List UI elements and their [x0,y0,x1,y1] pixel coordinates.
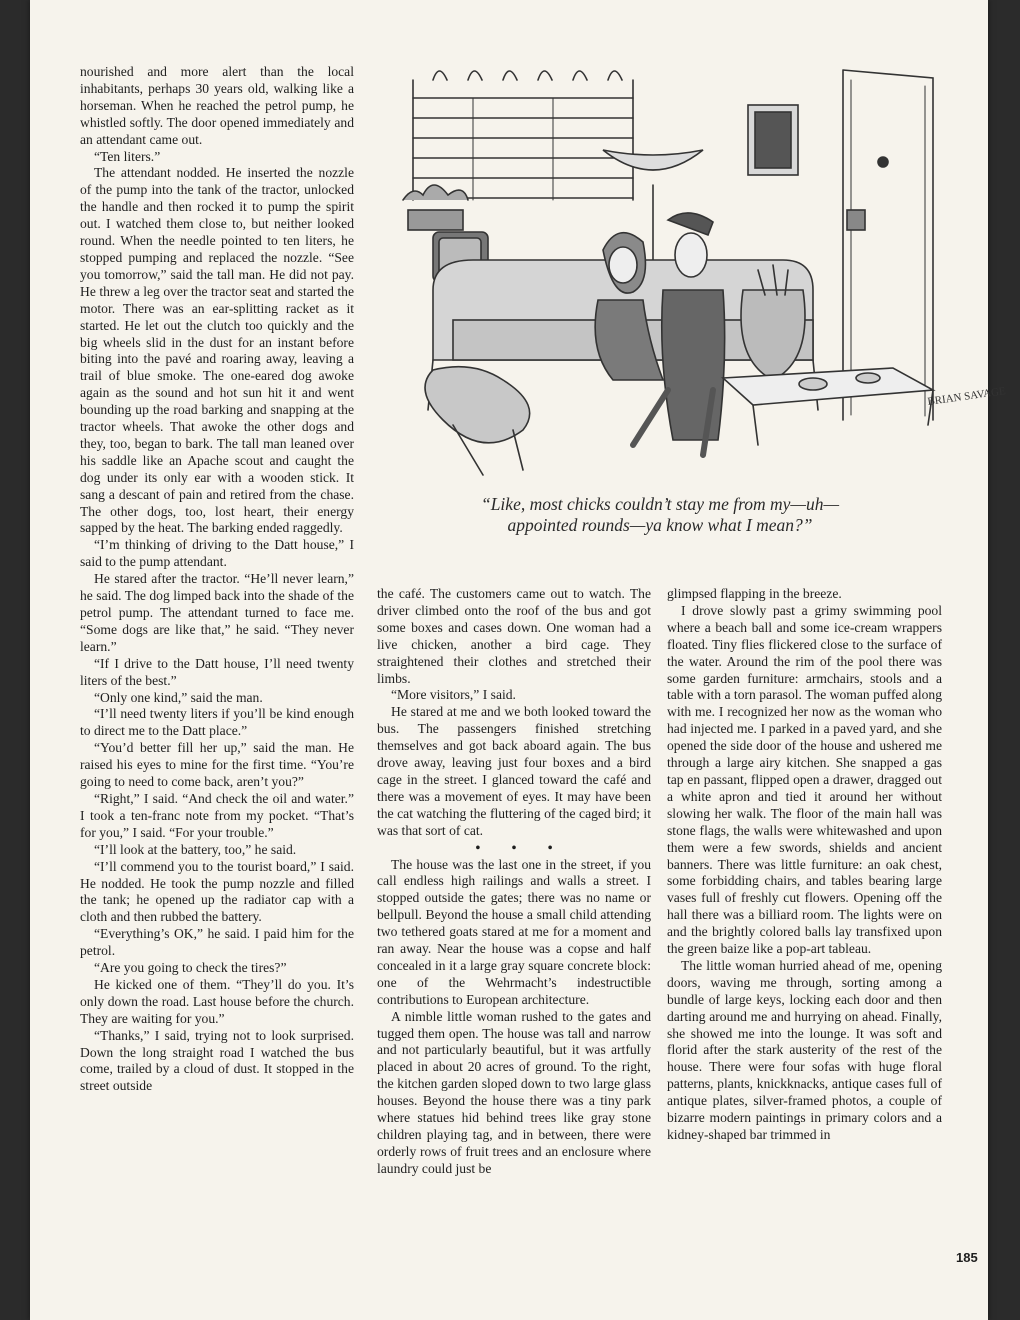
paragraph: the café. The customers came out to watch. The driver climbed onto the roof of the bus and got some boxes and cases down. One woman had a live chicken, another a bird cage. They straightened their clothes and stretched their limbs. [377,586,651,686]
section-break: • • • [475,839,567,855]
cartoon-illustration [373,60,1007,480]
paragraph: “I’ll commend you to the tourist board,” I said. He nodded. He took the pump nozzle and filled the tank; he opened up the radiator cap with a cloth and then rubbed the battery. [80,858,354,925]
paragraph: The attendant nodded. He inserted the nozzle of the pump into the tank of the tractor, unlocked the handle and then rocked it to pump the spirit out. I watched them close to, but neither looked round. When the needle pointed to ten liters, he stopped pumping and replaced the nozzle. “See you tomorrow,” said the tall man. He did not pay. He threw a leg over the tractor seat and started the motor. There was an ear-splitting racket as it started. He let out the clutch too quickly and the big wheels slid in the dust for an instant before biting into the pavé and roaring away, leaving a trail of blue smoke. The one-eared dog awoke again as the sound and hot sun hit it and went bounding up the road barking and snapping at the tractor wheels. That awoke the other dogs and they, too, began to bark. The tall man leaned over his saddle like an Apache scout and caught the dog under its only ear with a wooden stick. It sang a descant of pain and retired from the chase. The other dogs, too, lost heart, their energy sapped by the heat. The barking ended raggedly. [80,165,354,536]
paragraph: He stared at me and we both looked toward the bus. The passengers finished stretching themselves and got back aboard again. The bus drove away, leaving just four boxes and a bird cage in the street. I glanced toward the café and there was a movement of eyes. It may have been the cat watching the fluttering of the caged bird; it was that sort of cat. [377,704,651,838]
paragraph: He kicked one of them. “They’ll do you. It’s only down the road. Last house before the church. They are waiting for you.” [80,976,354,1026]
page-number: 185 [956,1250,978,1265]
paragraph: “Everything’s OK,” he said. I paid him for the petrol. [80,926,354,959]
paragraph: “I’ll look at the battery, too,” he said. [94,841,297,857]
paragraph: He stared after the tractor. “He’ll never learn,” he said. The dog limped back into the shade of the petrol pump. The attendant turned to face me. “Some dogs are like that,” he said. “They never learn.” [80,571,354,654]
paragraph: “Only one kind,” said the man. [94,689,263,705]
paragraph: The little woman hurried ahead of me, opening doors, waving me through, sorting among a bundle of large keys, locking each door and then darting around me and hurrying on ahead. Finally, she showed me into the lounge. It was soft and florid after the stark austerity of the rest of the house. There were four sofas with huge floral patterns, plants, knickknacks, antique cases full of antique plates, silver-framed photos, a couple of bizarre modern paintings in primary colors and a kidney-shaped bar trimmed in [667,957,942,1142]
caption-line-2: appointed rounds—ya know what I mean?” [507,515,813,535]
paragraph: “I’ll need twenty liters if you’ll be kind enough to direct me to the Datt place.” [80,706,354,739]
paragraph: “Right,” I said. “And check the oil and water.” I took a ten-franc note from my pocket. “That’s for you,” I said. “For your trouble.” [80,790,354,840]
window-blinds [413,71,633,200]
paragraph: I drove slowly past a grimy swimming pool where a beach ball and some ice-cream wrappers floated. Tiny flies flickered close to the surface of the water. Around the rim of the pool there was some garden furniture: armchairs, stools and a table with a torn parasol. The woman puffed along with me. I recognized her now as the woman who had injected me. I parked in a paved yard, and she opened the side door of the house and ushered me through a large airy kitchen. She snapped a gas tap en passant, flipped open a drawer, dragged out a white apron and tied it around her without slowing her walk. The floor of the main hall was stone flags, the walls were whitewashed and upon them were a few swords, shields and ancient banners. There was little furniture: an oak chest, some forbidding chairs, and tables bearing large vases full of freshly cut flowers. Opening off the hall there was a billiard room. The lights were on and the brightly colored balls lay transfixed upon the green baize like a pop-art tableau. [667,602,942,957]
paragraph: “I’m thinking of driving to the Datt house,” I said to the pump attendant. [80,537,354,570]
cartoon-caption [410,494,910,536]
paragraph: “Thanks,” I said, trying not to look surprised. Down the long straight road I watched the bus come, trailed by a cloud of dust. It stopped in the street outside [80,1027,354,1094]
paragraph: “Are you going to check the tires?” [94,960,287,976]
paragraph: “You’d better fill her up,” said the man. He raised his eyes to mine for the first time. “You’re going to need to come back, aren’t you?” [80,740,354,790]
wall-painting [748,105,798,175]
paragraph: glimpsed flapping in the breeze. [667,586,842,601]
paragraph: The house was the last one in the street, if you call endless high railings and walls a street. I stopped outside the gates; there was no name or bellpull. Beyond the house a small child attending two tethered goats stared at me for a moment and ran away. Near the house was a copse and half concealed in it a large gray square concrete block: one of the Wehrmacht’s indestructible contributions to European architecture. [377,856,651,1007]
paragraph: “If I drive to the Datt house, I’ll need twenty liters of the best.” [80,655,354,688]
text-column-1 [80,64,354,1095]
wicker-chair [425,367,530,475]
paragraph: A nimble little woman rushed to the gates and tugged them open. The house was tall and narrow and not particularly beautiful, but it was artfully placed in about 20 acres of ground. To the right, the kitchen garden sloped down to two large glass houses. Beyond the house there was a tiny park where statues hid behind trees like gray stone children playing tag, and in between, there were orderly rows of fruit trees and an enclosure where laundry could just be [377,1008,651,1176]
caption-line-1: “Like, most chicks couldn’t stay me from my—uh— [480,494,840,514]
paragraph: “Ten liters.” [94,148,161,164]
magazine-page [30,0,1007,1320]
text-column-2 [377,586,651,1178]
coffee-table [723,368,933,445]
paragraph: “More visitors,” I said. [391,687,516,703]
text-column-3 [667,586,942,1144]
artist-signature: BRIAN SAVAGE [926,385,1007,408]
paragraph: nourished and more alert than the local inhabitants, perhaps 30 years old, walking like a horseman. When he reached the petrol pump, he whistled softly. The door opened immediately and an attendant came out. [80,64,354,147]
potted-plant [403,185,468,230]
